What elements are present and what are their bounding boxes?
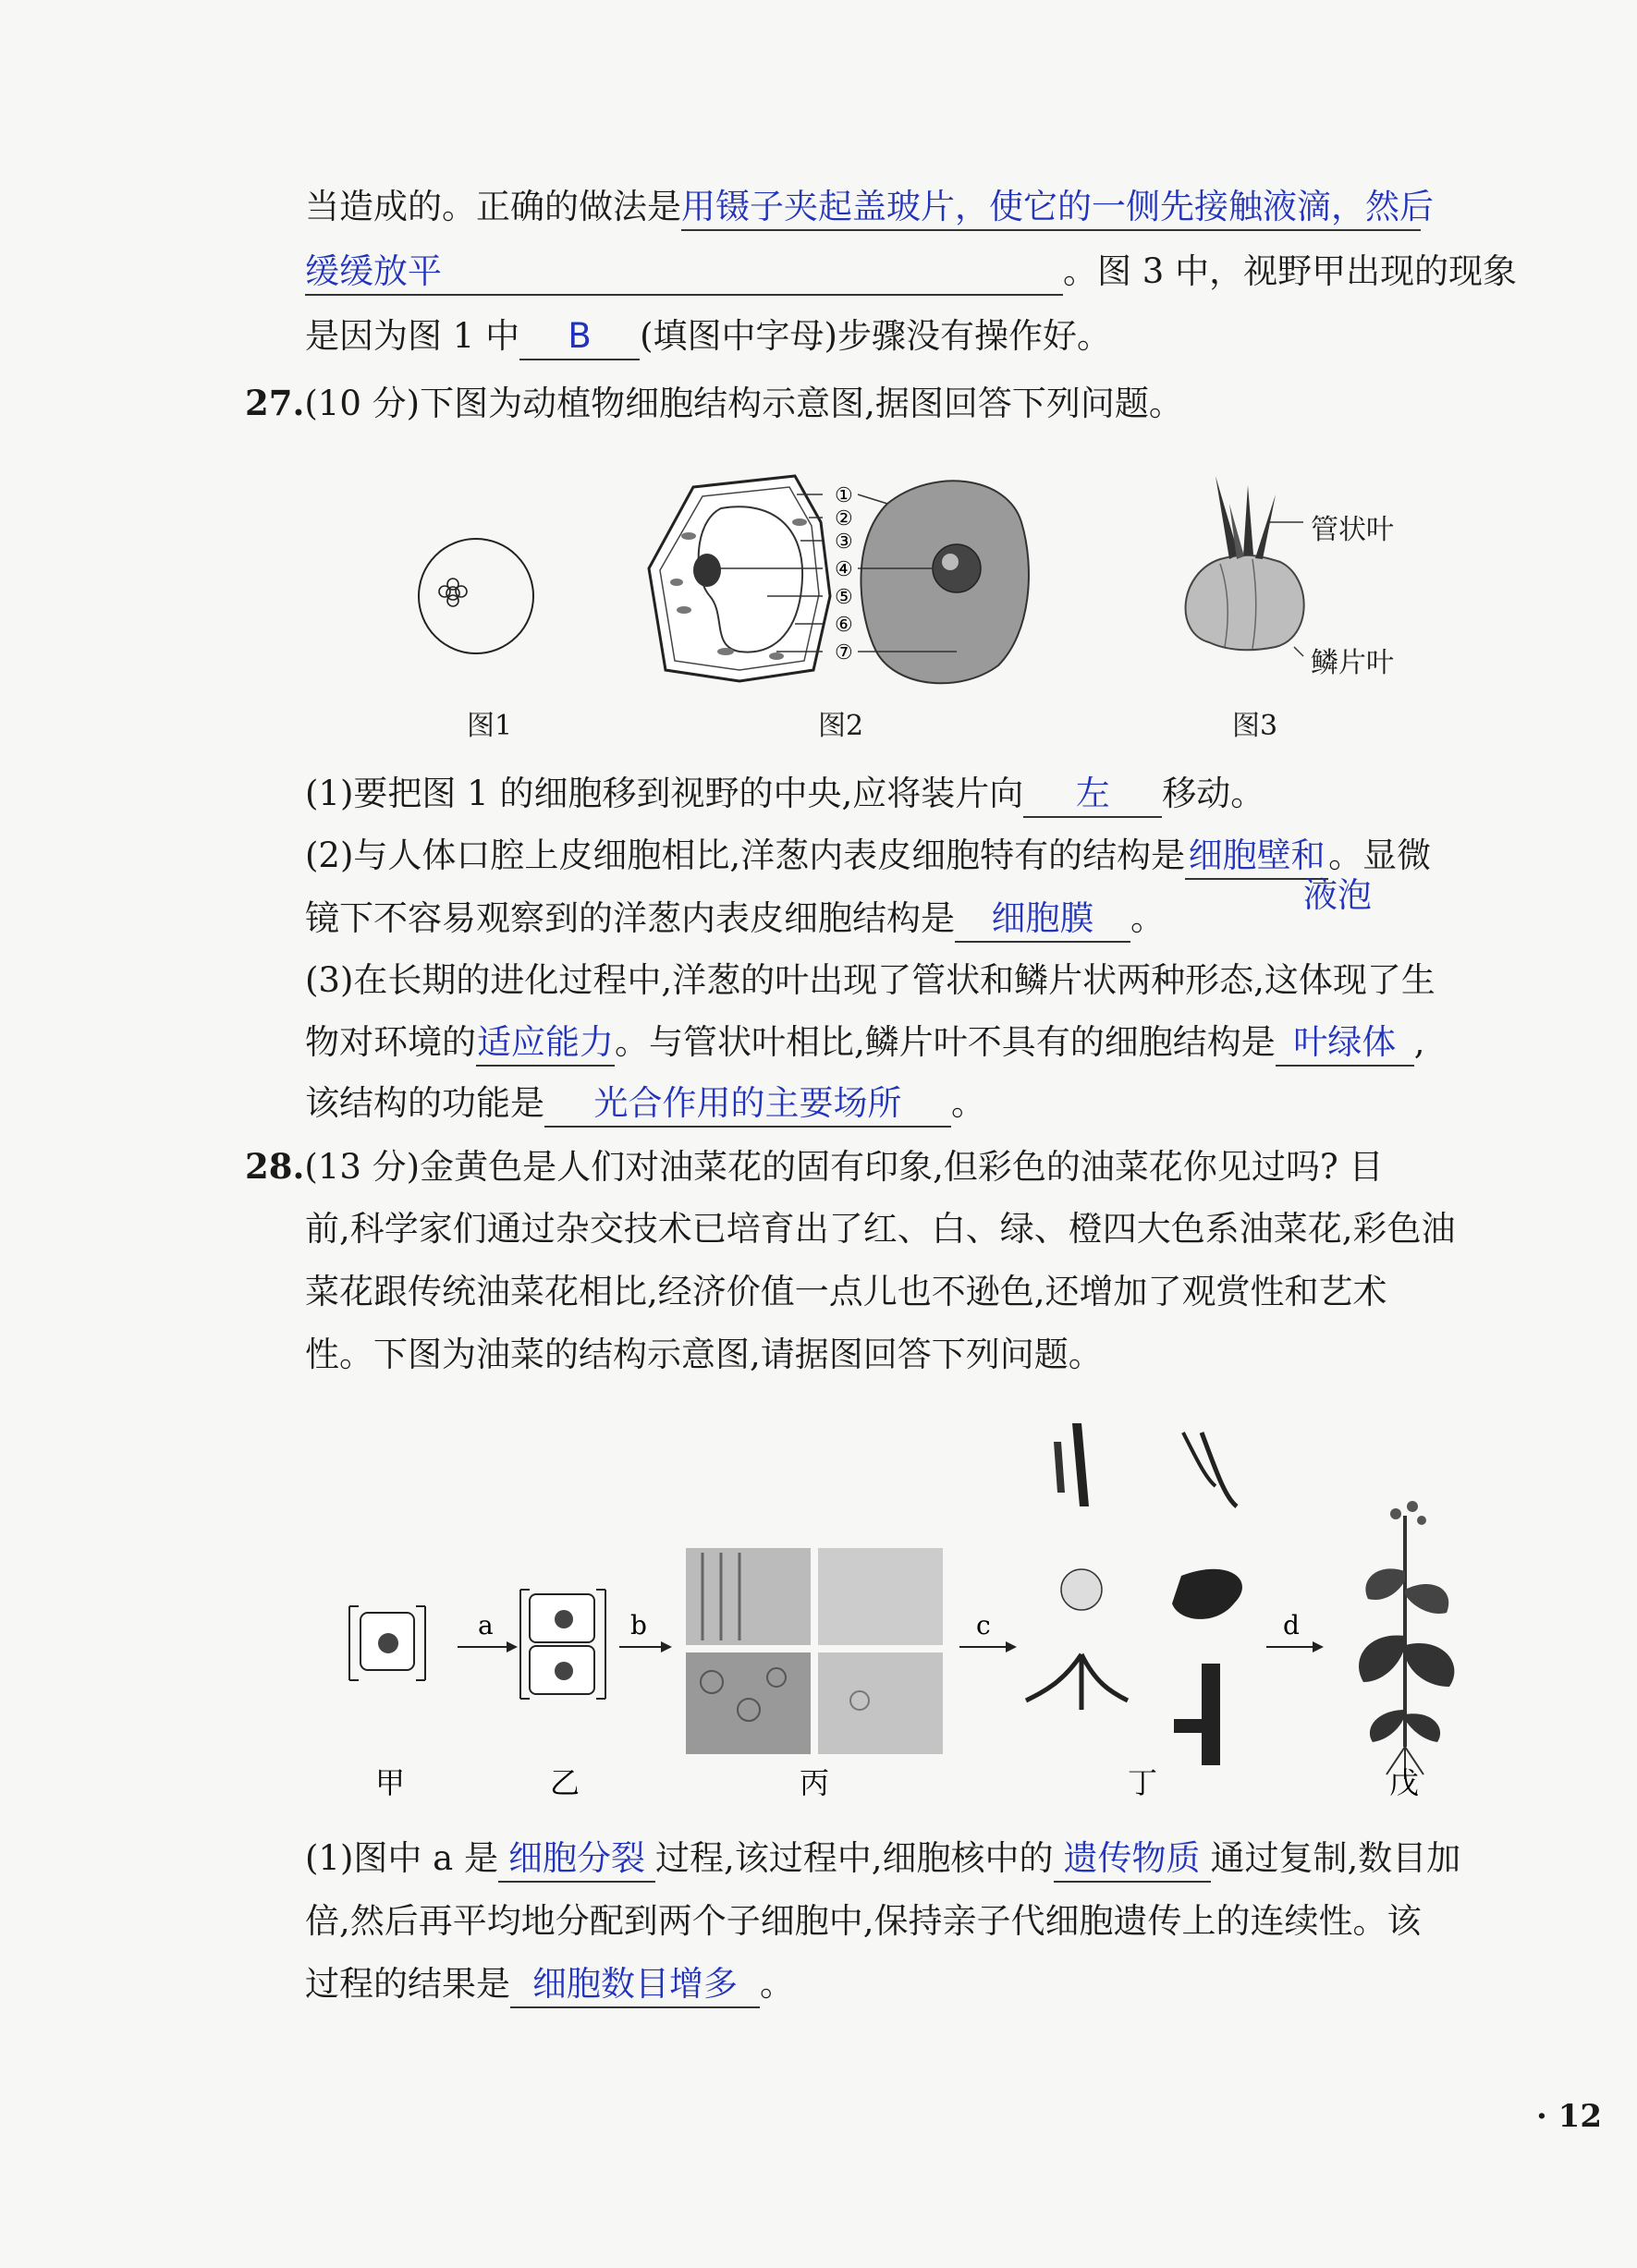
q28-stem-3: 菜花跟传统油菜花相比,经济价值一点儿也不逊色,还增加了观赏性和艺术 <box>305 1272 1387 1311</box>
scale-leaf-label: 鳞片叶 <box>1311 647 1394 679</box>
stage-ding-organs <box>1026 1423 1242 1765</box>
text: (1)要把图 1 的细胞移到视野的中央,应将装片向 <box>305 774 1024 813</box>
answer-blank <box>955 896 1130 943</box>
arrow-label-b: b <box>630 1610 647 1640</box>
stage-yi-cells <box>520 1590 605 1699</box>
answer-blank <box>1276 1020 1414 1067</box>
q27-stem <box>245 381 1183 426</box>
answer-blank <box>1023 772 1162 818</box>
text: 。图 3 中，视野甲出现的现象 <box>1063 251 1518 291</box>
text: 。与管状叶相比,鳞片叶不具有的细胞结构是 <box>615 1022 1276 1062</box>
answer: 用镊子夹起盖玻片，使它的一侧先接触液滴，然后 <box>681 187 1434 226</box>
text: 过程的结果是 <box>305 1964 510 2004</box>
q27-part-3c <box>305 1081 985 1128</box>
q28-part-1c <box>305 1962 794 2008</box>
answer-blank <box>476 1020 615 1067</box>
answer: 左 <box>1075 774 1110 813</box>
answer: 光合作用的主要场所 <box>593 1083 902 1123</box>
question-stem: (13 分)金黄色是人们对油菜花的固有印象,但彩色的油菜花你见过吗? 目 <box>304 1147 1384 1187</box>
answer: 细胞壁和 <box>1188 835 1325 875</box>
figure-1-cell-view <box>407 527 545 665</box>
stage-label-jia: 甲 <box>375 1765 406 1800</box>
answer-blank <box>1054 1836 1211 1883</box>
text: (1)图中 a 是 <box>305 1838 498 1878</box>
top-line-3 <box>305 314 1111 360</box>
text: 镜下不容易观察到的洋葱内表皮细胞结构是 <box>305 898 955 938</box>
answer-blank <box>544 1081 951 1128</box>
q27-part-3b <box>305 1020 1425 1067</box>
text: 该结构的功能是 <box>305 1083 544 1123</box>
marker-7: ⑦ <box>835 641 853 665</box>
q28-stem-2: 前,科学家们通过杂交技术已培育出了红、白、绿、橙四大色系油菜花,彩色油 <box>305 1209 1456 1249</box>
text: 。 <box>1130 898 1165 938</box>
text: 当造成的。正确的做法是 <box>305 187 681 226</box>
question-number: 28. <box>245 1146 305 1187</box>
answer: 遗传物质 <box>1063 1838 1201 1878</box>
answer: 缓缓放平 <box>305 251 442 291</box>
text: 移动。 <box>1162 774 1265 813</box>
stage-label-wu: 戊 <box>1389 1765 1420 1800</box>
answer: B <box>568 316 592 356</box>
figure-2-caption: 图2 <box>818 710 864 742</box>
text: 。 <box>951 1083 985 1123</box>
arrow-label-d: d <box>1283 1610 1300 1640</box>
answer: 叶绿体 <box>1293 1022 1397 1062</box>
arrow-label-a: a <box>478 1610 494 1640</box>
figure-2-cell-diagram <box>638 467 1035 689</box>
answer-blank <box>681 185 1434 231</box>
tubular-leaf-label: 管状叶 <box>1311 514 1394 546</box>
stage-wu-plant <box>1359 1501 1454 1779</box>
answer-blank <box>305 250 1063 296</box>
answer-blank <box>498 1836 655 1883</box>
text: (填图中字母)步骤没有操作好。 <box>640 316 1111 356</box>
stage-jia-cell <box>349 1606 425 1680</box>
marker-4: ④ <box>835 558 853 581</box>
text: 。显微 <box>1328 835 1432 875</box>
text: (3)在长期的进化过程中,洋葱的叶出现了管状和鳞片状两种形态,这体现了生 <box>305 960 1435 1000</box>
q27-part-1 <box>305 772 1264 818</box>
answer: 液泡 <box>1303 875 1372 915</box>
marker-3: ③ <box>835 530 853 554</box>
stage-label-bing: 丙 <box>800 1765 830 1800</box>
marker-2: ② <box>835 507 853 530</box>
arrow-label-c: c <box>976 1610 991 1640</box>
text: , <box>1413 1022 1425 1062</box>
text: 。 <box>760 1964 794 2004</box>
answer: 细胞分裂 <box>508 1838 645 1878</box>
figure-1-caption: 图1 <box>467 710 513 742</box>
marker-1: ① <box>835 484 853 507</box>
top-line-2 <box>305 250 1517 296</box>
text: 通过复制,数目加 <box>1210 1838 1461 1878</box>
text: (2)与人体口腔上皮细胞相比,洋葱内表皮细胞特有的结构是 <box>305 835 1186 875</box>
answer: 适应能力 <box>477 1022 614 1062</box>
q28-part-1b: 倍,然后再平均地分配到两个子细胞中,保持亲子代细胞遗传上的连续性。该 <box>305 1901 1422 1941</box>
stage-bing-tissues <box>686 1548 943 1754</box>
marker-5: ⑤ <box>835 586 853 609</box>
q28-stem-4: 性。下图为油菜的结构示意图,请据图回答下列问题。 <box>305 1335 1103 1374</box>
text: 是因为图 1 中 <box>305 316 520 356</box>
question-number: 27. <box>245 383 305 423</box>
answer-blank <box>510 1962 760 2008</box>
q27-part-2-answer-b <box>1303 873 1372 918</box>
question-stem: (10 分)下图为动植物细胞结构示意图,据图回答下列问题。 <box>304 384 1183 423</box>
answer: 细胞数目增多 <box>532 1964 738 2004</box>
text: 物对环境的 <box>305 1022 476 1062</box>
text: 过程,该过程中,细胞核中的 <box>655 1838 1054 1878</box>
rapeseed-development-diagram <box>342 1405 1488 1802</box>
marker-6: ⑥ <box>835 614 853 637</box>
q27-part-3 <box>305 958 1435 1003</box>
figure-3-caption: 图3 <box>1232 710 1278 742</box>
answer-blank <box>519 314 640 360</box>
stage-label-ding: 丁 <box>1128 1765 1158 1800</box>
stage-label-yi: 乙 <box>550 1765 580 1800</box>
answer: 细胞膜 <box>991 898 1094 938</box>
q27-part-2 <box>305 834 1431 880</box>
q28-stem-1 <box>245 1144 1383 1189</box>
q28-part-1 <box>305 1836 1460 1883</box>
page-number: · 12 <box>1536 2098 1602 2135</box>
top-line-1 <box>305 185 1434 231</box>
q27-part-2b <box>305 896 1165 943</box>
